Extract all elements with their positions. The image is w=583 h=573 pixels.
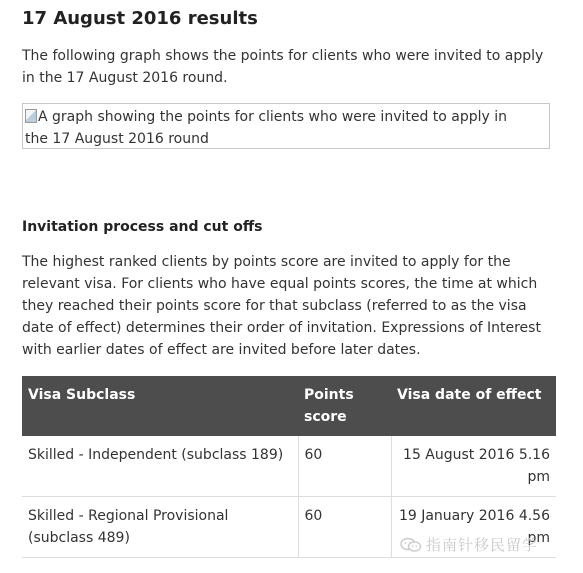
cell-visa-date: 19 January 2016 4.56 pm	[391, 497, 556, 558]
broken-image-icon	[25, 109, 37, 123]
body-paragraph: The highest ranked clients by points score are invited to apply for the relevant visa. For clients who have equal points scores, the time at which they reached their points score for that subclass (referred to as the visa date of effect) determines their order of invitation. Expressions of Interest with earlier dates of effect are invited before later dates.	[22, 254, 541, 358]
table-row	[22, 436, 556, 497]
cell-points-score: 60	[298, 436, 391, 497]
header-visa-subclass: Visa Subclass	[22, 376, 298, 436]
table-header-row	[22, 376, 556, 436]
page-title: 17 August 2016 results	[22, 8, 258, 29]
results-table	[22, 376, 556, 558]
graph-image-placeholder	[22, 103, 550, 149]
intro-paragraph: The following graph shows the points for clients who were invited to apply in the 17 August 2016 round.	[22, 48, 544, 86]
header-points-score: Points score	[298, 376, 391, 436]
cell-visa-subclass: Skilled - Independent (subclass 189)	[22, 436, 298, 497]
graph-image-alt-text: A graph showing the points for clients who were invited to apply in the 17 August 2016 round	[25, 109, 508, 147]
watermark-text: 指南针移民留学	[426, 536, 539, 554]
cell-points-score: 60	[298, 497, 391, 558]
wechat-icon	[400, 537, 422, 553]
watermark	[400, 534, 538, 555]
cell-visa-date: 15 August 2016 5.16 pm	[391, 436, 556, 497]
section-heading: Invitation process and cut offs	[22, 219, 263, 235]
cell-visa-subclass: Skilled - Regional Provisional (subclass 489)	[22, 497, 298, 558]
header-visa-date: Visa date of effect	[391, 376, 556, 436]
